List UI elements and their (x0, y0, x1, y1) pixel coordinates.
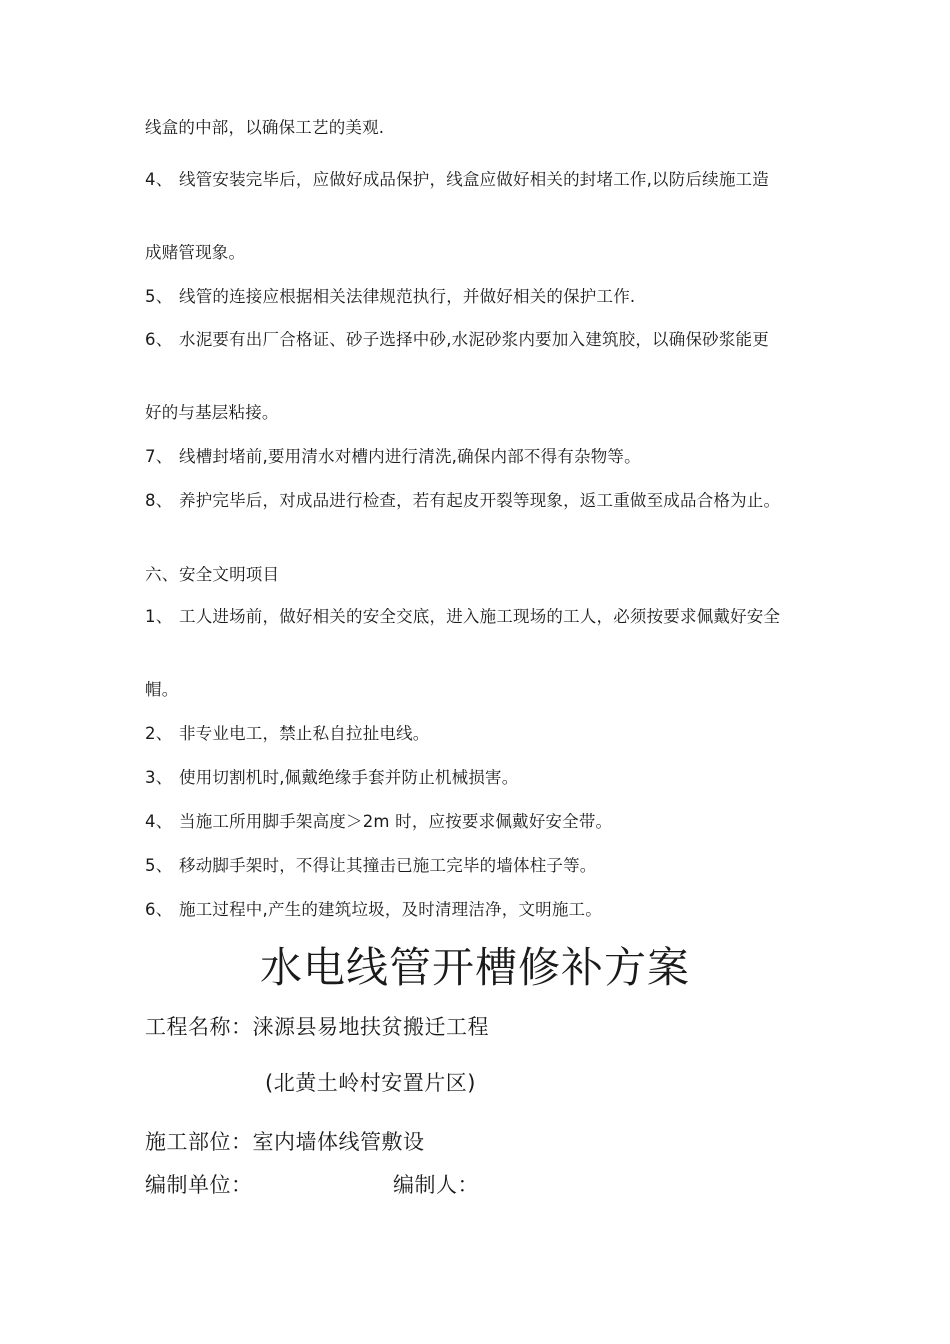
item-number: 6、 (145, 900, 173, 919)
item-text: 当施工所用脚手架高度＞2m 时，应按要求佩戴好安全带。 (179, 812, 613, 831)
paragraph-text: 线盒的中部，以确保工艺的美观. (145, 118, 385, 137)
section-number: 六、 (145, 565, 179, 584)
list-item-6a (145, 325, 810, 355)
item-number: 1、 (145, 607, 173, 626)
project-name-label: 工程名称： (145, 1015, 253, 1039)
item-text: 非专业电工，禁止私自拉扯电线。 (179, 724, 430, 743)
item-text: 线槽封堵前,要用清水对槽内进行清洗,确保内部不得有杂物等。 (179, 447, 641, 466)
item-number: 4、 (145, 170, 173, 189)
paragraph-continuation (145, 113, 810, 143)
construction-location-label: 施工部位： (145, 1130, 253, 1154)
project-name-subline (265, 1068, 476, 1098)
list-item-6a-cont (145, 398, 810, 428)
document-title: 水电线管开槽修补方案 (259, 943, 690, 992)
item-text: 养护完毕后，对成品进行检查，若有起皮开裂等现象，返工重做至成品合格为止。 (179, 491, 781, 510)
item-text: 水泥要有出厂合格证、砂子选择中砂,水泥砂浆内要加入建筑胶，以确保砂浆能更 (179, 330, 769, 349)
list-item-1b (145, 602, 810, 632)
compiling-unit-label: 编制单位： (145, 1173, 253, 1197)
item-text: 施工过程中,产生的建筑垃圾，及时清理洁净，文明施工。 (179, 900, 602, 919)
list-item-5b (145, 851, 810, 881)
item-text: 线管安装完毕后，应做好成品保护，线盒应做好相关的封堵工作,以防后续施工造 (179, 170, 769, 189)
project-name-row (145, 1012, 489, 1042)
list-item-2b (145, 719, 810, 749)
item-number: 5、 (145, 287, 173, 306)
list-item-3b (145, 763, 810, 793)
item-text: 帽。 (145, 680, 179, 699)
compiler-label: 编制人： (393, 1173, 479, 1197)
project-name-value: 涞源县易地扶贫搬迁工程 (252, 1015, 489, 1039)
item-text: 好的与基层粘接。 (145, 403, 279, 422)
project-name-value-2: (北黄土岭村安置片区) (265, 1071, 476, 1095)
item-number: 2、 (145, 724, 173, 743)
item-text: 成赌管现象。 (145, 243, 246, 262)
item-text: 移动脚手架时，不得让其撞击已施工完毕的墙体柱子等。 (179, 856, 597, 875)
item-number: 3、 (145, 768, 173, 787)
section-heading (145, 560, 810, 590)
list-item-8a (145, 486, 810, 516)
list-item-5a (145, 282, 810, 312)
item-text: 工人进场前，做好相关的安全交底，进入施工现场的工人，必须按要求佩戴好安全 (179, 607, 781, 626)
item-number: 8、 (145, 491, 173, 510)
section-title: 安全文明项目 (179, 565, 280, 584)
list-item-6b (145, 895, 810, 925)
list-item-4a (145, 165, 810, 195)
item-text: 使用切割机时,佩戴绝缘手套并防止机械损害。 (179, 768, 519, 787)
item-text: 线管的连接应根据相关法律规范执行，并做好相关的保护工作. (179, 287, 636, 306)
item-number: 7、 (145, 447, 173, 466)
list-item-4b (145, 807, 810, 837)
item-number: 4、 (145, 812, 173, 831)
construction-location-value: 室内墙体线管敷设 (252, 1130, 425, 1154)
item-number: 6、 (145, 330, 173, 349)
item-number: 5、 (145, 856, 173, 875)
list-item-4a-cont (145, 238, 810, 268)
construction-location-row (145, 1127, 425, 1157)
list-item-7a (145, 442, 810, 472)
list-item-1b-cont (145, 675, 810, 705)
